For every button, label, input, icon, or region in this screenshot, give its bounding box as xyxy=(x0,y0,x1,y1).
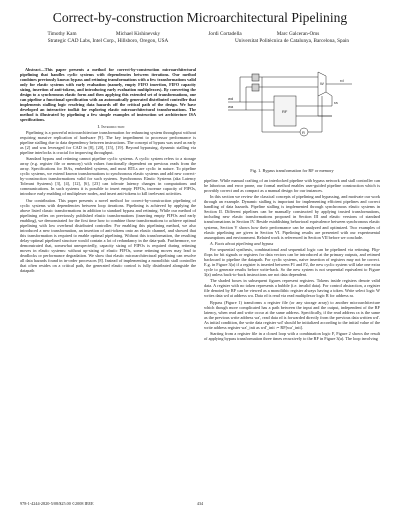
wa-register xyxy=(252,74,259,81)
affiliation-1: Strategic CAD Labs, Intel Corp., Hillsboro, Oregon, USA xyxy=(47,38,169,44)
mux-w-label: W xyxy=(320,81,324,86)
paragraph: Standard bypass and retiming cannot pipeline cyclic systems. A cyclic system refers to a storage array (e.g. register file or memory) with values functionally dependent on previous reads from the array. Specifications for ISAs, embedded systems, and most RTLs are cyclic in nature. To pipeline cyclic systems, we extend known transformations to synchronous elastic systems and add new correct-by-construction transformations valid for such systems. Synchronous Elastic Systems (aka Latency Tolerant Systems) [3], [4], [12], [6], [23] can tolerate latency changes in computations and communications. In such systems it is possible to insert empty FIFOs, increase capacity of FIFOs, introduce early enabling of multiplexer nodes, and insert anti-tokens to kill irrelevant activities. xyxy=(20,156,196,197)
subsection-heading: A. Facts about pipelining and bypass xyxy=(210,240,274,246)
author-name: Jordi Cortadella xyxy=(208,31,242,37)
wd-register xyxy=(252,84,259,91)
figure-caption: Fig. 1. Bypass transformation for RF or memory xyxy=(250,168,334,173)
author-2 xyxy=(108,31,168,37)
paragraph: Starting from a register file in a closed loop with a combination logic F, Figure 2 shows the result of applying bypass transformation three times recursively to the RF in Figure 3(a). The loop involving xyxy=(204,330,380,341)
paper-title: Correct-by-construction Microarchitectural Pipelining xyxy=(52,10,348,25)
paragraph: In this section we review the classical concepts of pipelining and bypassing, and motivate our work through an example. Dynamic stalling is important for implementing efficient pipelines and correct handling of data hazards. Pipeline stalling is implemented through synchronous elastic systems in Section II. Different pipelines can be manually constructed by applying trusted transformations, including new elastic transformations proposed in Section III and elastic versions of standard transformations in Section IV. Beside establishing behavioral equivalence between synchronous elastic systems, Section V shows how their performance can be analyzed and optimized. Two examples of elastic pipelining are given in Section VI. Pipelining results are presented with our experimental assumptions and environment. Related work is referenced in Section VII before we conclude. xyxy=(204,194,380,240)
author-3 xyxy=(200,31,250,37)
rd-label: rd xyxy=(340,78,344,83)
mux-r-label: R xyxy=(302,130,305,135)
left-column xyxy=(20,67,196,274)
paragraph: Our contribution. This paper presents a novel method for correct-by-construction pipelining of cyclic systems with dependencies between loop iterations. Pipelining is achieved by applying the above listed classic transformations in addition to standard bypass and retiming. While our method of pipelining relies on previously published elastic transformations (inserting empty FIFOs and early enabling), we demonstrated for the first time how to combine those transformations to achieve optimal pipelining with low overhead distributed controller. For enabling this pipelining method, we also introduced a new transformation, an insertion of anti-tokens onto an elastic channel, and showed that this transformation is required to enable optimal pipelining. Without this transformation, the resulting delay-optimal pipelined structure would contain a lot of redundancy in the data-path. Furthermore, we demonstrated that, somewhat unexpectedly, capacity sizing of FIFOs is required during retiming moves in elastic systems: without up-sizing of elastic FIFOs, some retiming moves may lead to deadlocks or performance degradation. We show that elastic microarchitectural pipelining can resolve all data hazards found in in-order processors [8]. Instead of implementing a monolithic stall controller that often resides on a critical path, the generated elastic control is fully distributed alongside the datapath xyxy=(20,197,196,274)
author-block xyxy=(18,31,382,37)
affiliation-2: Universitat Politècnica de Catalunya, Barcelona, Spain xyxy=(235,38,349,44)
paragraph: The shaded boxes in subsequent figures represent registers. Tokens inside registers denote valid data. A register with no token represents a bubble (i.e. invalid data). For control abstraction, a register file denoted by RF can be viewed as a monolithic register always having a token. Write select logic W writes data wd at address wa. Data rd is read via read multiplexor logic R for address ra. xyxy=(204,278,380,299)
author-name: Michael Kishinevsky xyxy=(115,31,161,37)
paragraph: Pipelining is a powerful microarchitecture transformation for enhancing system throughput without requiring massive replication of hardware [9]. The key impediment to processor performance is pipeline stalling due to data dependency between instructions. The concept of bypass was used as early as [2] and was leveraged for CAD in [8], [20], [15], [19]. Beyond bypassing, dynamic stalling via pipeline interlocks is crucial for improving throughput. xyxy=(20,129,196,155)
section-heading: I. Introduction xyxy=(97,123,125,129)
paragraph: For sequential synthesis, combinational and sequential logic can be pipelined via retiming. Flip-flops for bit signals or registers for data vectors can be introduced at the primary outputs, and retimed backward to pipeline the datapath. For cyclic systems, naive insertion of registers may not be correct. E.g. in Figure 3(a) if a register is inserted between F1 and F2, the new cyclic system will take one extra cycle to generate results before write-back. So the new system is not sequential equivalent to Figure 3(a) unless back-to-back instructions are not data dependent. xyxy=(204,246,380,278)
paragraph: Bypass (Figure 1) transforms a register file (or any storage array) to another microarchitecture which though more complicated has a path between the input and the output, independent of the RF latency, when read and write occur at the same address. Specifically, if the read address ra is the same as the previous write address wa′, read data rd is forwarded directly from the previous data written wd′. As initial condition, the write data register wd′ should be initialized according to the initial value of the write address register wa′_init as wd′_init := RF[wa′_init]. xyxy=(204,299,380,330)
abstract: Abstract—This paper presents a method for correct-by-construction microarchitectural pipelining that handles cyclic systems with dependencies between iterations. Our method combines previously known bypass and retiming transformations with a few transformations valid only for elastic systems with early evaluation (namely, empty FIFO insertion, FIFO capacity sizing, insertion of anti-tokens, and introducing early evaluation multiplexors). By converting the design to a synchronous elastic form and then applying this extended set of transformations, one can pipeline a functional specification with an automatically generated distributed controller that implements stalling logic resolving data hazards off the critical path of the design. We have developed an interactive toolkit for exploring elastic microarchitectural transformations. The method is illustrated by pipelining a few simple examples of instruction set architecture ISA specifications. xyxy=(20,67,196,123)
ra-label: ra xyxy=(334,100,338,105)
wa-label: wa xyxy=(228,104,234,109)
right-column xyxy=(204,178,380,342)
bypass-figure xyxy=(222,62,362,166)
rf-label: RF xyxy=(282,109,288,114)
author-name: Timothy Kam xyxy=(47,31,77,37)
author-4 xyxy=(268,31,328,37)
page-number: 434 xyxy=(196,501,204,506)
wd-label: wd xyxy=(228,96,234,101)
copyright-footer: 978-1-4244-2820-5/08/$25.00 ©2008 IEEE xyxy=(20,501,94,506)
author-1 xyxy=(42,31,82,37)
paragraph: pipeline. While manual crafting of an interlocked pipeline with bypass network and stall controller can be laborious and error prone, our formal method enables user-guided pipeline construction which is provably correct and as compact as a manual design for our instances. xyxy=(204,178,380,194)
author-name: Marc Galceran-Oms xyxy=(276,31,320,37)
